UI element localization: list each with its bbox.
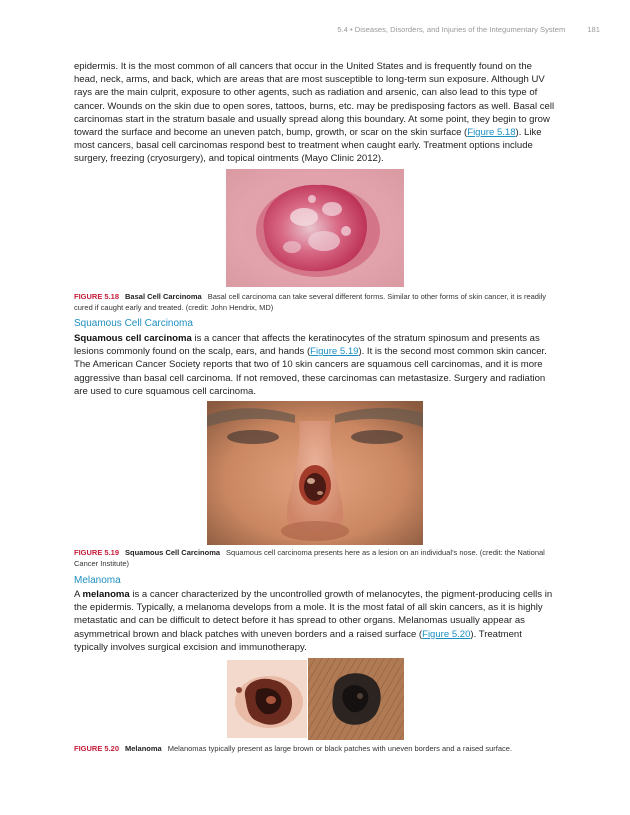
paragraph-text: is a cancer that affects the keratinocytes of the stratum spinosum and presents as lesions commonly found on the scalp, ears, and hands ( [74, 333, 540, 358]
caption-text: Basal cell carcinoma can take several different forms. Similar to other forms of skin cancer, it is readily cured if caught early and treated. (credit: John Hendrix, MD) [74, 292, 547, 312]
squamous-cell-carcinoma-photo [207, 401, 423, 545]
figure-5-19-link[interactable]: Figure 5.19 [310, 346, 359, 358]
figure-title: Basal Cell Carcinoma [125, 292, 202, 301]
figure-5-18-caption [74, 292, 556, 313]
basal-cell-carcinoma-photo [226, 169, 404, 287]
section-heading-squamous: Squamous Cell Carcinoma [74, 318, 193, 329]
page-number: 181 [587, 25, 600, 34]
figure-title: Melanoma [125, 744, 162, 753]
section-heading-melanoma: Melanoma [74, 575, 121, 586]
paragraph-basal-cell [74, 60, 556, 166]
figure-title: Squamous Cell Carcinoma [125, 548, 221, 557]
figure-number: FIGURE 5.19 [74, 548, 120, 557]
figure-5-19-caption [74, 548, 556, 569]
paragraph-text: ). Like most cancers, basal cell carcinomas respond best to treatment when caught early. Treatment options include surgery, freezing (cryosurgery), and topical ointments (Mayo Clinic 2012). [74, 127, 542, 165]
paragraph-text: ). Treatment typically involves surgical excision and immunotherapy. [74, 628, 522, 653]
paragraph-text: A [74, 589, 83, 600]
figure-number: FIGURE 5.18 [74, 292, 120, 301]
key-term: Squamous cell carcinoma [74, 333, 192, 344]
paragraph-text: is a cancer characterized by the uncontrolled growth of melanocytes, the pigment-producing cells in the epidermis. Typically, a melanoma develops from a mole. It is the most fatal of all skin cancers, as it is highly metastatic and can be difficult to detect before it has spread to other organs. Melanomas usually appear as asymmetrical brown and black patches with uneven borders and a raised surface ( [74, 589, 553, 640]
figure-5-20-link[interactable]: Figure 5.20 [422, 628, 471, 640]
melanoma-photo-left [227, 660, 307, 738]
figure-5-20-caption [74, 744, 556, 755]
running-header [300, 25, 600, 34]
paragraph-squamous-cell [74, 332, 556, 398]
key-term: melanoma [82, 589, 130, 600]
caption-text: Squamous cell carcinoma presents here as a lesion on an individual’s nose. (credit: the National Cancer Institute) [74, 548, 545, 568]
melanoma-photo-right [308, 658, 404, 740]
paragraph-text: epidermis. It is the most common of all cancers that occur in the United States and is frequently found on the head, neck, arms, and back, which are areas that are most susceptible to long-term sun exposure. Although UV rays are the main culprit, exposure to other agents, such as radiation and arsenic, can also lead to this type of cancer. Wounds on the skin due to open sores, tattoos, burns, etc. may be predisposing factors as well. Basal cell carcinomas start in the stratum basale and usually spread along this boundary. At some point, they begin to grow toward the surface and become an uneven patch, bump, growth, or scar on the skin surface ( [74, 61, 555, 139]
paragraph-melanoma [74, 588, 556, 654]
running-title: 5.4 • Diseases, Disorders, and Injuries of the Integumentary System [337, 25, 566, 34]
paragraph-text: ). It is the second most common skin cancer. The American Cancer Society reports that two of 10 skin cancers are squamous cell carcinomas, and it is more aggressive than basal cell carcinoma. If not removed, these carcinomas can metastasize. Surgery and radiation are used to cure squamous cell carcinoma. [74, 346, 547, 397]
figure-number: FIGURE 5.20 [74, 744, 120, 753]
caption-text: Melanomas typically present as large brown or black patches with uneven borders and a raised surface. [167, 744, 513, 753]
figure-5-18-link[interactable]: Figure 5.18 [467, 127, 516, 139]
